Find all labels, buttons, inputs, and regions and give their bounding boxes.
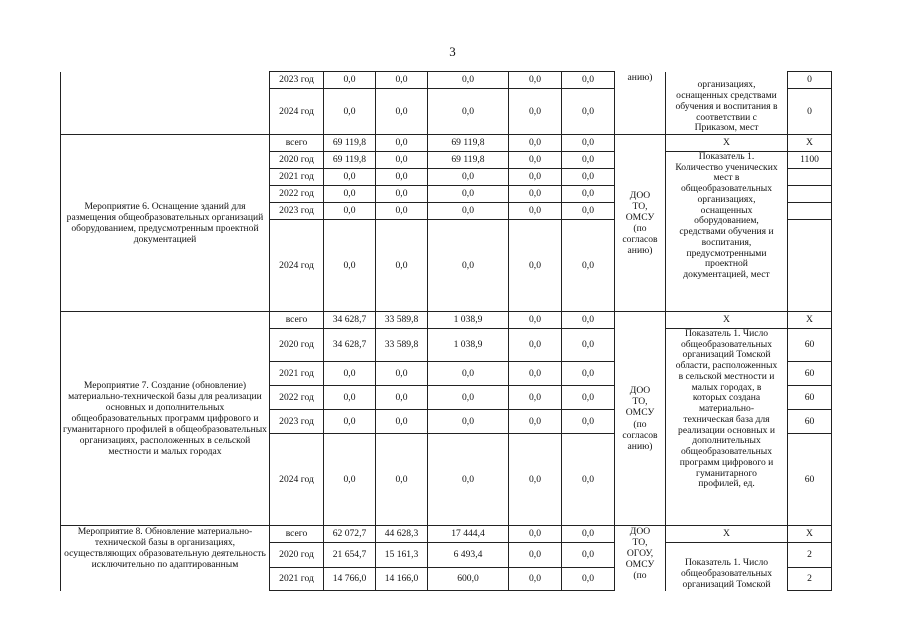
executor-line: ДОО <box>629 526 651 537</box>
value-cell: 0,0 <box>562 312 615 329</box>
value-cell: 0,0 <box>428 72 509 89</box>
table-row <box>61 312 832 329</box>
value-cell: 0,0 <box>428 434 509 526</box>
value-cell: 0,0 <box>324 186 376 203</box>
activity-cell: Мероприятие 7. Создание (обновление) материально-технической базы для реализации основных и дополнительных общеобразовательных программ цифрового и гуманитарного профилей в общеобразовательных организациях, расположенных в сельской местности и малых городах <box>61 312 270 526</box>
value-cell: 0,0 <box>509 526 562 543</box>
target-cell: 60 <box>788 434 832 526</box>
target-cell: Х <box>788 135 832 152</box>
value-cell: 0,0 <box>562 434 615 526</box>
indicator-line: Показатель 1. <box>698 151 755 162</box>
target-cell: 60 <box>788 329 832 362</box>
indicator-cell <box>666 543 788 591</box>
value-cell: 33 589,8 <box>376 329 428 362</box>
value-cell: 0,0 <box>562 568 615 591</box>
indicator-line: предусмотренными <box>686 247 767 259</box>
value-cell: 0,0 <box>376 89 428 135</box>
value-cell: 69 119,8 <box>428 152 509 169</box>
indicator-line: Приказом, мест <box>694 122 759 134</box>
year-cell: 2020 год <box>270 543 324 568</box>
year-cell: 2023 год <box>270 203 324 220</box>
target-cell: Х <box>788 526 832 543</box>
year-cell: 2024 год <box>270 434 324 526</box>
executor-line: согласов <box>622 234 658 246</box>
value-cell: 0,0 <box>376 434 428 526</box>
value-cell: 0,0 <box>376 362 428 386</box>
value-cell: 0,0 <box>509 135 562 152</box>
value-cell: 14 166,0 <box>376 568 428 591</box>
value-cell: 0,0 <box>562 410 615 434</box>
executor-line: анию) <box>627 71 653 83</box>
executor-line: ТО, <box>632 537 648 549</box>
indicator-line: обучения и воспитания в <box>675 100 778 112</box>
executor-line: ОГОУ, <box>626 548 654 560</box>
executor-line: ТО, <box>632 396 648 408</box>
indicator-line: программ цифрового и <box>679 456 774 468</box>
value-cell: 0,0 <box>428 89 509 135</box>
value-cell: 0,0 <box>562 386 615 410</box>
indicator-line: средствами обучения и <box>679 226 774 238</box>
value-cell: 0,0 <box>324 362 376 386</box>
value-cell: 0,0 <box>376 135 428 152</box>
value-cell: 0,0 <box>562 220 615 312</box>
year-cell: 2023 год <box>270 410 324 434</box>
indicator-cell <box>666 152 788 312</box>
value-cell: 17 444,4 <box>428 526 509 543</box>
value-cell: 0,0 <box>562 203 615 220</box>
value-cell: 0,0 <box>509 72 562 89</box>
executor-line: (по <box>633 418 647 430</box>
program-table <box>60 71 832 591</box>
value-cell: 0,0 <box>376 203 428 220</box>
executor-cell <box>615 526 666 591</box>
executor-line: (по <box>633 570 647 582</box>
value-cell: 0,0 <box>509 169 562 186</box>
value-cell: 0,0 <box>509 152 562 169</box>
executor-cell <box>615 135 666 312</box>
indicator-line: материально- <box>698 403 755 415</box>
target-cell: 2 <box>788 543 832 568</box>
executor-line: анию) <box>627 245 653 257</box>
value-cell: 0,0 <box>562 362 615 386</box>
page-number: 3 <box>449 44 456 59</box>
value-cell: 1 038,9 <box>428 329 509 362</box>
value-cell: 0,0 <box>509 386 562 410</box>
target-cell: 60 <box>788 362 832 386</box>
value-cell: 6 493,4 <box>428 543 509 568</box>
indicator-line: общеобразовательных <box>681 183 772 195</box>
value-cell: 0,0 <box>376 152 428 169</box>
value-cell: 0,0 <box>509 203 562 220</box>
value-cell: 44 628,3 <box>376 526 428 543</box>
year-cell: 2024 год <box>270 89 324 135</box>
indicator-line: общеобразовательных <box>681 446 772 458</box>
year-cell: всего <box>270 135 324 152</box>
value-cell: 0,0 <box>562 169 615 186</box>
total-mark-cell: Х <box>666 312 788 329</box>
executor-cell <box>615 72 666 135</box>
indicator-line: гуманитарного <box>696 467 757 479</box>
indicator-line: профилей, ед. <box>698 478 755 490</box>
target-cell: 60 <box>788 410 832 434</box>
value-cell: 0,0 <box>509 568 562 591</box>
indicator-line: оснащенных <box>700 204 753 216</box>
indicator-line: которых создана <box>692 392 761 404</box>
indicator-line: организаций Томской <box>682 349 771 361</box>
activity-cell: Мероприятие 8. Обновление материально-технической базы в организациях, осуществляющих образовательную деятельность исключительно по адаптированным <box>61 526 270 591</box>
executor-line: ДОО <box>629 385 651 397</box>
target-cell: 60 <box>788 386 832 410</box>
value-cell: 0,0 <box>562 152 615 169</box>
value-cell: 62 072,7 <box>324 526 376 543</box>
value-cell: 0,0 <box>562 329 615 362</box>
table-row <box>61 72 832 89</box>
value-cell: 0,0 <box>509 220 562 312</box>
total-mark-cell: Х <box>666 135 788 152</box>
value-cell: 0,0 <box>428 203 509 220</box>
value-cell: 0,0 <box>428 220 509 312</box>
activity-cell: Мероприятие 6. Оснащение зданий для размещения общеобразовательных организаций оборудованием, предусмотренным проектной документацией <box>61 135 270 312</box>
value-cell: 0,0 <box>428 169 509 186</box>
value-cell: 0,0 <box>509 362 562 386</box>
year-cell: 2021 год <box>270 169 324 186</box>
indicator-line: организациях, <box>697 79 756 91</box>
table-row <box>61 135 832 152</box>
executor-line: ДОО <box>629 189 651 201</box>
value-cell: 34 628,7 <box>324 329 376 362</box>
value-cell: 0,0 <box>376 220 428 312</box>
executor-line: ОМСУ <box>625 211 655 223</box>
indicator-line: реализации основных и <box>678 424 775 436</box>
indicator-line: малых городах, в <box>691 381 762 393</box>
indicator-line: дополнительных <box>692 435 761 447</box>
value-cell: 0,0 <box>428 386 509 410</box>
value-cell: 0,0 <box>509 89 562 135</box>
value-cell: 0,0 <box>509 186 562 203</box>
indicator-line: организациях, <box>697 193 756 205</box>
executor-line: ОМСУ <box>625 559 655 571</box>
target-cell <box>788 203 832 220</box>
target-cell: 1100 <box>788 152 832 169</box>
indicator-line: общеобразовательных <box>681 338 772 350</box>
value-cell: 0,0 <box>509 434 562 526</box>
indicator-line: техническая база для <box>683 413 770 425</box>
value-cell: 0,0 <box>562 526 615 543</box>
value-cell: 0,0 <box>376 72 428 89</box>
indicator-line: проектной <box>705 258 748 270</box>
indicator-line: в сельской местности и <box>678 370 775 382</box>
value-cell: 0,0 <box>324 386 376 410</box>
total-mark-cell: Х <box>666 526 788 543</box>
value-cell: 0,0 <box>324 203 376 220</box>
target-cell <box>788 186 832 203</box>
value-cell: 0,0 <box>562 543 615 568</box>
value-cell: 600,0 <box>428 568 509 591</box>
target-cell <box>788 220 832 312</box>
year-cell: 2022 год <box>270 386 324 410</box>
value-cell: 0,0 <box>324 72 376 89</box>
executor-line: ТО, <box>632 200 648 212</box>
indicator-line: общеобразовательных <box>681 568 772 580</box>
indicator-cell <box>666 72 788 135</box>
value-cell: 14 766,0 <box>324 568 376 591</box>
indicator-line: организаций Томской <box>682 578 771 590</box>
value-cell: 0,0 <box>324 169 376 186</box>
value-cell: 0,0 <box>324 220 376 312</box>
value-cell: 0,0 <box>376 186 428 203</box>
year-cell: 2021 год <box>270 362 324 386</box>
target-cell: Х <box>788 312 832 329</box>
year-cell: 2022 год <box>270 186 324 203</box>
executor-line: согласов <box>622 429 658 441</box>
value-cell: 0,0 <box>562 135 615 152</box>
value-cell: 0,0 <box>324 434 376 526</box>
value-cell: 0,0 <box>428 410 509 434</box>
value-cell: 0,0 <box>324 89 376 135</box>
activity-cell <box>61 72 270 135</box>
value-cell: 0,0 <box>428 186 509 203</box>
indicator-line: соответствии с <box>696 111 757 123</box>
value-cell: 34 628,7 <box>324 312 376 329</box>
target-cell: 2 <box>788 568 832 591</box>
year-cell: 2024 год <box>270 220 324 312</box>
value-cell: 0,0 <box>562 89 615 135</box>
executor-line: (по <box>633 223 647 234</box>
indicator-line: документацией, мест <box>683 269 770 281</box>
indicator-line: оснащенных средствами <box>676 90 777 102</box>
table-row <box>61 526 832 543</box>
indicator-line: воспитания, <box>701 236 752 248</box>
year-cell: 2020 год <box>270 152 324 169</box>
value-cell: 0,0 <box>324 410 376 434</box>
value-cell: 0,0 <box>509 543 562 568</box>
indicator-line: Показатель 1. Число <box>684 328 769 339</box>
indicator-line: области, расположенных <box>675 360 778 372</box>
value-cell: 0,0 <box>376 169 428 186</box>
indicator-line: Количество ученических <box>675 161 778 173</box>
value-cell: 0,0 <box>509 329 562 362</box>
year-cell: 2023 год <box>270 72 324 89</box>
value-cell: 0,0 <box>376 386 428 410</box>
value-cell: 0,0 <box>509 410 562 434</box>
target-cell <box>788 169 832 186</box>
value-cell: 69 119,8 <box>324 152 376 169</box>
indicator-cell <box>666 329 788 526</box>
value-cell: 21 654,7 <box>324 543 376 568</box>
value-cell: 0,0 <box>509 312 562 329</box>
value-cell: 33 589,8 <box>376 312 428 329</box>
value-cell: 0,0 <box>562 186 615 203</box>
target-cell: 0 <box>788 72 832 89</box>
executor-cell <box>615 312 666 526</box>
year-cell: 2021 год <box>270 568 324 591</box>
year-cell: 2020 год <box>270 329 324 362</box>
value-cell: 0,0 <box>428 362 509 386</box>
year-cell: всего <box>270 526 324 543</box>
indicator-line: оборудованием, <box>694 215 759 227</box>
value-cell: 0,0 <box>376 410 428 434</box>
executor-line: ОМСУ <box>625 407 655 419</box>
value-cell: 15 161,3 <box>376 543 428 568</box>
indicator-line: мест в <box>713 172 740 184</box>
indicator-line: Показатель 1. Число <box>684 557 769 569</box>
value-cell: 69 119,8 <box>428 135 509 152</box>
value-cell: 0,0 <box>562 72 615 89</box>
value-cell: 69 119,8 <box>324 135 376 152</box>
year-cell: всего <box>270 312 324 329</box>
value-cell: 1 038,9 <box>428 312 509 329</box>
target-cell: 0 <box>788 89 832 135</box>
executor-line: анию) <box>627 440 653 452</box>
